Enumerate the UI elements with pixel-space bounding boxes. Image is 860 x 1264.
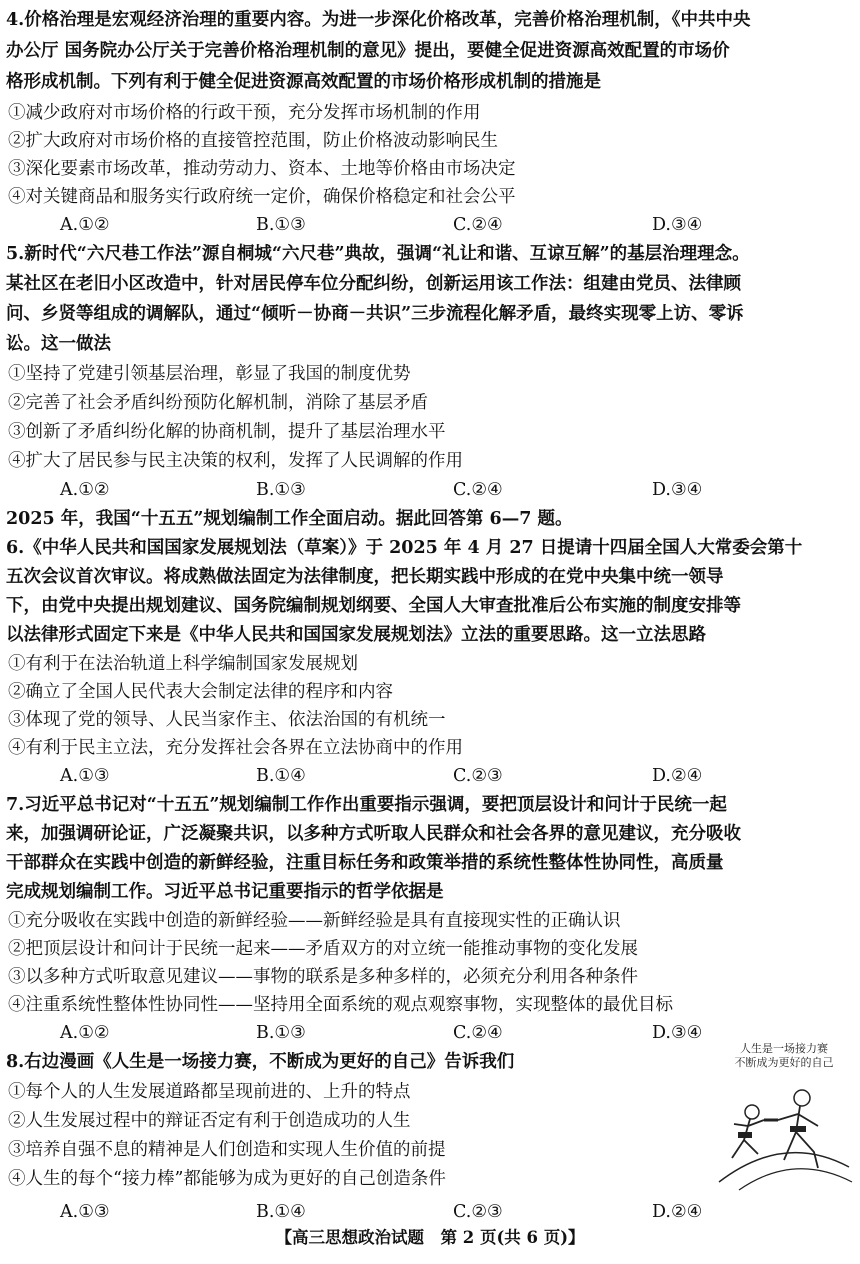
q6-choice-c: C.②③ — [453, 766, 503, 786]
q7-stem-line-1: 7.习近平总书记对“十五五”规划编制工作作出重要指示强调，要把顶层设计和问计于民统一起 — [6, 795, 727, 815]
q6-stem-line-2: 五次会议首次审议。将成熟做法固定为法律制度，把长期实践中形成的在党中央集中统一领导 — [6, 567, 724, 587]
q6-stem-line-3: 下，由党中央提出规划建议、国务院编制规划纲要、全国人大审查批准后公布实施的制度安排等 — [6, 596, 741, 616]
q5-stem-line-4: 讼。这一做法 — [6, 334, 111, 354]
q5-choice-c: C.②④ — [453, 480, 503, 500]
q4-choice-c: C.②④ — [453, 215, 503, 235]
q7-option-4: ④注重系统性整体性协同性——坚持用全面系统的观点观察事物，实现整体的最优目标 — [8, 995, 673, 1015]
q8-option-1: ①每个人的人生发展道路都呈现前进的、上升的特点 — [8, 1082, 411, 1102]
q6-choices — [0, 762, 860, 791]
q4-choices — [0, 211, 860, 240]
page-footer: 【高三思想政治试题 第 2 页(共 6 页)】 — [275, 1228, 585, 1247]
q5-option-2: ②完善了社会矛盾纠纷预防化解机制，消除了基层矛盾 — [8, 393, 428, 413]
q6-choice-a: A.①③ — [60, 766, 110, 786]
q5-stem-line-3: 问、乡贤等组成的调解队，通过“倾听－协商－共识”三步流程化解矛盾，最终实现零上访、零诉 — [6, 304, 744, 324]
q4-stem-line-2: 办公厅 国务院办公厅关于完善价格治理机制的意见》提出，要健全促进资源高效配置的市场价 — [6, 41, 730, 61]
q5-option-1: ①坚持了党建引领基层治理，彰显了我国的制度优势 — [8, 364, 411, 384]
q6-stem-line-4: 以法律形式固定下来是《中华人民共和国国家发展规划法》立法的重要思路。这一立法思路 — [6, 625, 706, 645]
q7-option-1: ①充分吸收在实践中创造的新鲜经验——新鲜经验是具有直接现实性的正确认识 — [8, 911, 621, 931]
q7-choice-c: C.②④ — [453, 1023, 503, 1043]
q6-option-4: ④有利于民主立法，充分发挥社会各界在立法协商中的作用 — [8, 738, 463, 758]
q7-stem-line-4: 完成规划编制工作。习近平总书记重要指示的哲学依据是 — [6, 882, 444, 902]
q7-option-3: ③以多种方式听取意见建议——事物的联系是多种多样的，必须充分利用各种条件 — [8, 967, 638, 987]
q4-choice-b: B.①③ — [256, 215, 306, 235]
q7-choice-d: D.③④ — [652, 1023, 703, 1043]
q7-stem-line-3: 干部群众在实践中创造的新鲜经验，注重目标任务和政策举措的系统性整体性协同性，高质量 — [6, 853, 724, 873]
q4-stem-line-1: 4.价格治理是宏观经济治理的重要内容。为进一步深化价格改革，完善价格治理机制，《中共中央 — [6, 10, 751, 30]
q8-choice-c: C.②③ — [453, 1202, 503, 1222]
q6-option-1: ①有利于在法治轨道上科学编制国家发展规划 — [8, 654, 358, 674]
q8-choice-a: A.①③ — [60, 1202, 110, 1222]
q6-option-3: ③体现了党的领导、人民当家作主、依法治国的有机统一 — [8, 710, 446, 730]
comic-caption-line-1: 人生是一场接力赛 — [740, 1042, 828, 1055]
q5-choice-d: D.③④ — [652, 480, 703, 500]
q4-option-4: ④对关键商品和服务实行政府统一定价，确保价格稳定和社会公平 — [8, 187, 516, 207]
q5-choice-b: B.①③ — [256, 480, 306, 500]
q8-choice-d: D.②④ — [652, 1202, 703, 1222]
q6-choice-d: D.②④ — [652, 766, 703, 786]
q4-option-2: ②扩大政府对市场价格的直接管控范围，防止价格波动影响民生 — [8, 131, 498, 151]
q7-option-2: ②把顶层设计和问计于民统一起来——矛盾双方的对立统一能推动事物的变化发展 — [8, 939, 638, 959]
relay-runners-illustration — [714, 1072, 854, 1192]
q4-option-3: ③深化要素市场改革，推动劳动力、资本、土地等价格由市场决定 — [8, 159, 516, 179]
q4-option-1: ①减少政府对市场价格的行政干预，充分发挥市场机制的作用 — [8, 103, 481, 123]
q5-choice-a: A.①② — [60, 480, 110, 500]
q6-choice-b: B.①④ — [256, 766, 306, 786]
q8-option-2: ②人生发展过程中的辩证否定有利于创造成功的人生 — [8, 1111, 411, 1131]
relay-race-comic — [714, 1042, 854, 1192]
q6-option-2: ②确立了全国人民代表大会制定法律的程序和内容 — [8, 682, 393, 702]
q4-stem-line-3: 格形成机制。下列有利于健全促进资源高效配置的市场价格形成机制的措施是 — [6, 72, 601, 92]
q5-option-4: ④扩大了居民参与民主决策的权利，发挥了人民调解的作用 — [8, 451, 463, 471]
q8-choice-b: B.①④ — [256, 1202, 306, 1222]
q5-choices — [0, 476, 860, 505]
q6-7-intro: 2025 年，我国“十五五”规划编制工作全面启动。据此回答第 6—7 题。 — [6, 509, 573, 529]
q8-choices — [0, 1198, 860, 1227]
q7-stem-line-2: 来，加强调研论证，广泛凝聚共识，以多种方式听取人民群众和社会各界的意见建议，充分吸收 — [6, 824, 741, 844]
q6-stem-line-1: 6.《中华人民共和国国家发展规划法（草案）》于 2025 年 4 月 27 日提请十四届全国人大常委会第十 — [6, 538, 803, 558]
q8-option-4: ④人生的每个“接力棒”都能够为成为更好的自己创造条件 — [8, 1169, 446, 1189]
comic-caption-line-2: 不断成为更好的自己 — [734, 1056, 834, 1069]
q5-stem-line-2: 某社区在老旧小区改造中，针对居民停车位分配纠纷，创新运用该工作法：组建由党员、法律顾 — [6, 274, 741, 294]
q5-stem-line-1: 5.新时代“六尺巷工作法”源自桐城“六尺巷”典故，强调“礼让和谐、互谅互解”的基层治理理念。 — [6, 244, 750, 264]
q7-choice-b: B.①③ — [256, 1023, 306, 1043]
q8-stem-line-1: 8.右边漫画《人生是一场接力赛，不断成为更好的自己》告诉我们 — [6, 1052, 515, 1072]
q7-choice-a: A.①② — [60, 1023, 110, 1043]
q4-choice-d: D.③④ — [652, 215, 703, 235]
q8-option-3: ③培养自强不息的精神是人们创造和实现人生价值的前提 — [8, 1140, 446, 1160]
q5-option-3: ③创新了矛盾纠纷化解的协商机制，提升了基层治理水平 — [8, 422, 446, 442]
q4-choice-a: A.①② — [60, 215, 110, 235]
